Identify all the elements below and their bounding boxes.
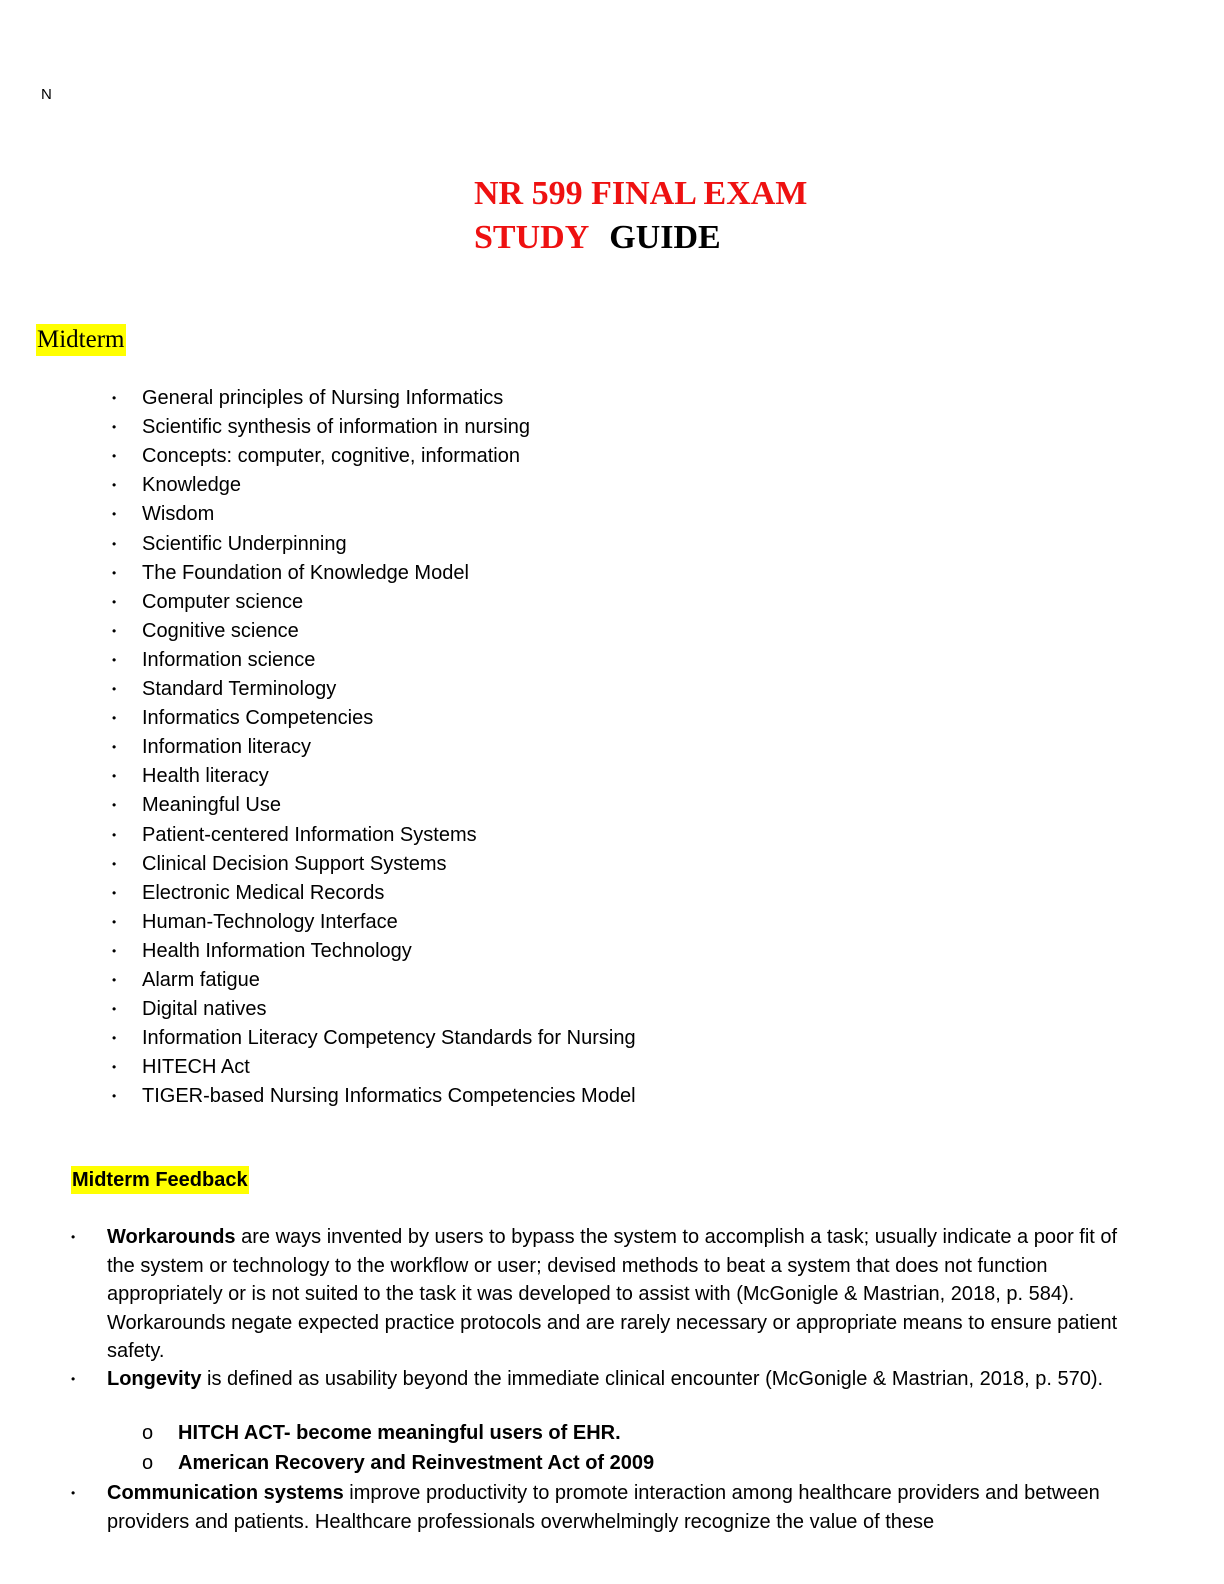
bullet-icon: • bbox=[112, 682, 117, 696]
midterm-topic-label: HITECH Act bbox=[142, 1056, 250, 1079]
midterm-topic-label: Health literacy bbox=[142, 765, 269, 788]
bullet-icon: • bbox=[112, 623, 117, 638]
circle-bullet-icon: o bbox=[142, 1422, 154, 1444]
bullet-icon: • bbox=[112, 1031, 117, 1046]
midterm-topic-label: Human-Technology Interface bbox=[142, 910, 398, 933]
bullet-icon: • bbox=[112, 740, 117, 755]
feedback-item-text bbox=[107, 1479, 1147, 1536]
midterm-topic-label: Information Literacy Competency Standards for Nursing bbox=[142, 1027, 636, 1050]
bullet-icon: • bbox=[112, 420, 117, 435]
title-line-1: NR 599 FINAL EXAM bbox=[474, 175, 808, 212]
bullet-icon: • bbox=[112, 565, 117, 580]
bullet-icon: • bbox=[112, 885, 117, 900]
feedback-description: are ways invented by users to bypass the system to accomplish a task; usually indicate a poor fit of the system or technology to the workflow or user; devised methods to beat a system that does not function appropriately or is not suited to the task it was developed to assist with (McGonigle & Mastrian, 2018, p. 584). Workarounds negate expected practice protocols and are rarely necessary or appropriate means to ensure patient safety. bbox=[107, 1226, 1118, 1362]
feedback-term: Communication systems bbox=[107, 1482, 344, 1504]
bullet-icon: • bbox=[112, 827, 117, 842]
bullet-icon: • bbox=[112, 449, 117, 464]
midterm-feedback-heading: Midterm Feedback bbox=[71, 1166, 249, 1194]
feedback-item-text bbox=[107, 1223, 1147, 1366]
bullet-icon: • bbox=[112, 478, 117, 493]
bullet-icon: • bbox=[71, 1372, 76, 1386]
feedback-term: Longevity bbox=[107, 1368, 202, 1390]
circle-bullet-icon: o bbox=[142, 1452, 154, 1474]
midterm-topic-label: Scientific Underpinning bbox=[142, 532, 347, 555]
bullet-icon: • bbox=[112, 769, 117, 784]
bullet-icon: • bbox=[112, 856, 117, 871]
midterm-topic-label: Clinical Decision Support Systems bbox=[142, 852, 447, 875]
midterm-topic-label: Cognitive science bbox=[142, 619, 299, 642]
feedback-subitem-text: American Recovery and Reinvestment Act of 2009 bbox=[178, 1452, 655, 1474]
midterm-topic-label: Electronic Medical Records bbox=[142, 881, 385, 904]
midterm-topic-label: Digital natives bbox=[142, 998, 267, 1021]
bullet-icon: • bbox=[112, 652, 117, 667]
midterm-topic-label: Alarm fatigue bbox=[142, 969, 260, 991]
bullet-icon: • bbox=[71, 1486, 76, 1500]
feedback-subitem-text: HITCH ACT- become meaningful users of EHR. bbox=[178, 1422, 621, 1444]
bullet-icon: • bbox=[112, 711, 117, 726]
feedback-item-text bbox=[107, 1365, 1147, 1394]
bullet-icon: • bbox=[71, 1230, 76, 1244]
bullet-icon: • bbox=[112, 914, 117, 929]
bullet-icon: • bbox=[112, 973, 117, 987]
bullet-icon: • bbox=[112, 536, 117, 551]
title-guide: GUIDE bbox=[609, 219, 721, 256]
bullet-icon: • bbox=[112, 594, 117, 609]
document-title bbox=[474, 172, 807, 260]
midterm-topic-label: Information science bbox=[142, 648, 316, 671]
midterm-topic-label: Meaningful Use bbox=[142, 794, 281, 817]
midterm-topic-label: Health Information Technology bbox=[142, 939, 412, 962]
bullet-icon: • bbox=[112, 1089, 117, 1104]
title-line-2 bbox=[474, 216, 807, 260]
bullet-icon: • bbox=[112, 943, 117, 958]
midterm-topic-label: Information literacy bbox=[142, 736, 311, 759]
bullet-icon: • bbox=[112, 507, 117, 522]
midterm-topic-label: Knowledge bbox=[142, 474, 241, 497]
bullet-icon: • bbox=[112, 1060, 117, 1075]
midterm-topic-label: Computer science bbox=[142, 590, 304, 613]
midterm-topic-label: The Foundation of Knowledge Model bbox=[142, 561, 469, 584]
midterm-topic-label: Concepts: computer, cognitive, information bbox=[142, 445, 520, 468]
midterm-topic-label: Informatics Competencies bbox=[142, 707, 374, 730]
midterm-topic-label: Scientific synthesis of information in nursing bbox=[142, 416, 530, 439]
title-study: STUDY bbox=[474, 219, 590, 256]
midterm-topic-label: Wisdom bbox=[142, 503, 215, 526]
midterm-topic-label: Standard Terminology bbox=[142, 678, 337, 700]
feedback-description: is defined as usability beyond the immediate clinical encounter (McGonigle & Mastrian, 2018, p. 570). bbox=[201, 1368, 1104, 1390]
bullet-icon: • bbox=[112, 798, 117, 813]
midterm-topic-label: General principles of Nursing Informatics bbox=[142, 387, 504, 409]
midterm-topic-label: TIGER-based Nursing Informatics Competencies Model bbox=[142, 1085, 636, 1108]
midterm-heading: Midterm bbox=[36, 324, 126, 356]
feedback-term: Workarounds bbox=[107, 1226, 236, 1248]
feedback-description: improve productivity to promote interaction among healthcare providers and between providers and patients. Healthcare professionals overwhelmingly recognize the value of these bbox=[107, 1482, 1100, 1533]
header-mark: N bbox=[41, 86, 52, 103]
bullet-icon: • bbox=[112, 1002, 117, 1017]
midterm-topic-label: Patient-centered Information Systems bbox=[142, 823, 477, 846]
bullet-icon: • bbox=[112, 391, 117, 405]
